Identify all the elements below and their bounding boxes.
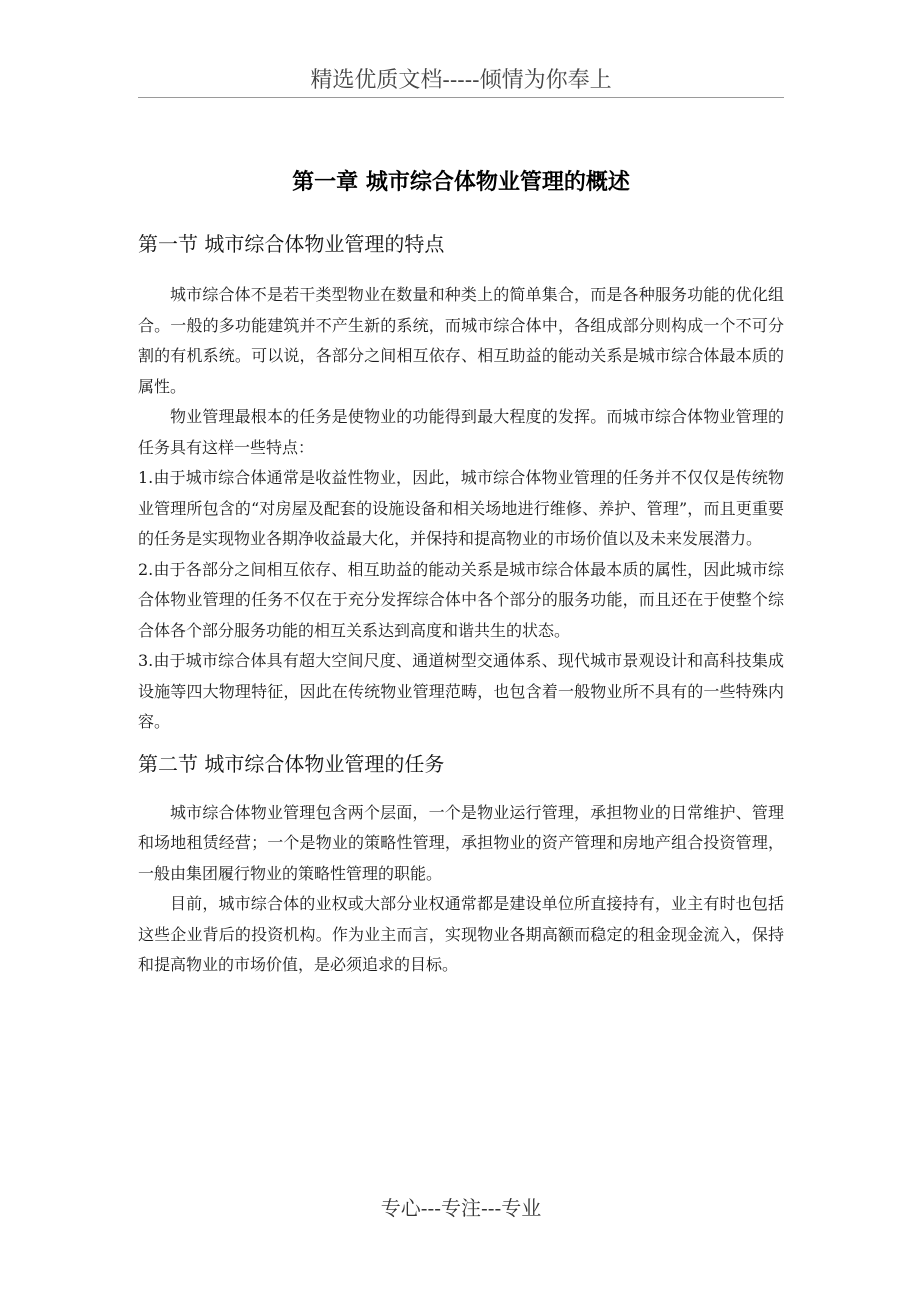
section-1-item-2: 2.由于各部分之间相互依存、相互助益的能动关系是城市综合体最本质的属性，因此城市综合体物业管理的任务不仅在于充分发挥综合体中各个部分的服务功能，而且还在于使整个综合体各个部分服务功能的相互关系达到高度和谐共生的状态。 [138, 559, 784, 640]
chapter-title: 第一章 城市综合体物业管理的概述 [292, 168, 630, 195]
section-1-item-1: 1.由于城市综合体通常是收益性物业，因此，城市综合体物业管理的任务并不仅仅是传统物业管理所包含的“对房屋及配套的设施设备和相关场地进行维修、养护、管理”，而且更重要的任务是实现物业各期净收益最大化，并保持和提高物业的市场价值以及未来发展潜力。 [138, 468, 784, 548]
page-header: 精选优质文档-----倾情为你奉上 [310, 68, 612, 93]
section-2-heading: 第二节 城市综合体物业管理的任务 [138, 751, 445, 776]
section-1-heading: 第一节 城市综合体物业管理的特点 [138, 232, 445, 256]
section-2-paragraph-1: 城市综合体物业管理包含两个层面，一个是物业运行管理，承担物业的日常维护、管理和场地租赁经营；一个是物业的策略性管理，承担物业的资产管理和房地产组合投资管理，一般由集团履行物业的策略性管理的职能。 [138, 802, 784, 883]
section-2-paragraph-2: 目前，城市综合体的业权或大部分业权通常都是建设单位所直接持有，业主有时也包括这些企业背后的投资机构。作为业主而言，实现物业各期高额而稳定的租金现金流入，保持和提高物业的市场价值，是必须追求的目标。 [138, 894, 784, 974]
section-1-paragraph-1: 城市综合体不是若干类型物业在数量和种类上的简单集合，而是各种服务功能的优化组合。一般的多功能建筑并不产生新的系统，而城市综合体中，各组成部分则构成一个不可分割的有机系统。可以说，各部分之间相互依存、相互助益的能动关系是城市综合体最本质的属性。 [138, 285, 784, 396]
document-body [138, 226, 784, 981]
page-footer: 专心---专注---专业 [380, 1196, 542, 1220]
section-1-paragraph-2: 物业管理最根本的任务是使物业的功能得到最大程度的发挥。而城市综合体物业管理的任务具有这样一些特点： [138, 407, 784, 457]
section-1-item-3: 3.由于城市综合体具有超大空间尺度、通道树型交通体系、现代城市景观设计和高科技集成设施等四大物理特征，因此在传统物业管理范畴，也包含着一般物业所不具有的一些特殊内容。 [138, 651, 784, 731]
header-divider [138, 97, 784, 98]
